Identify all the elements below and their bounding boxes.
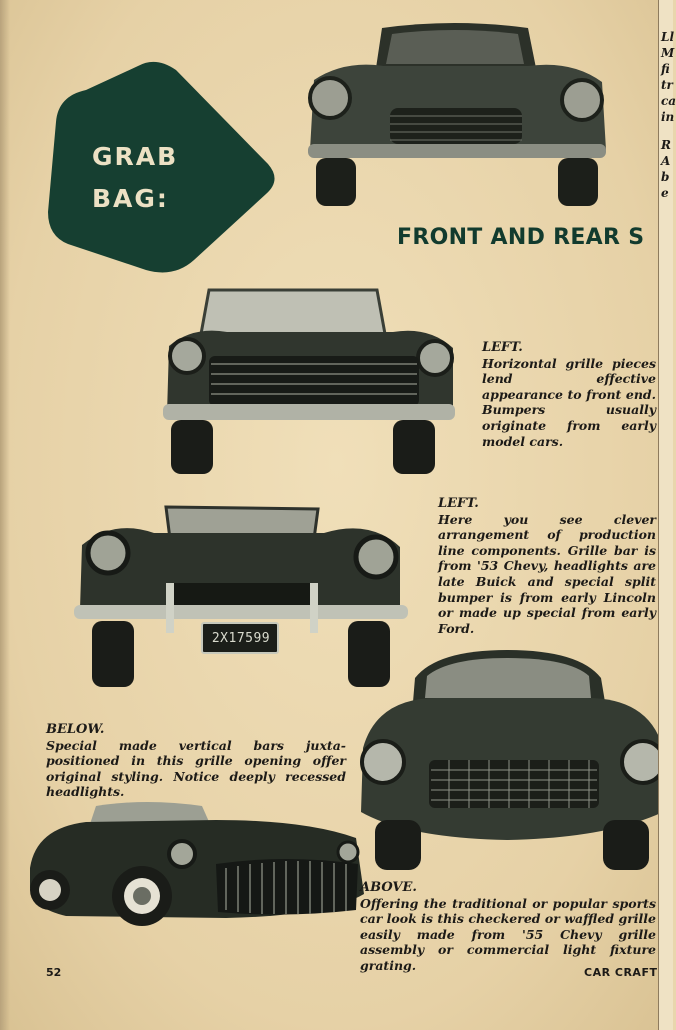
next-page-fragment: Ll: [661, 30, 674, 44]
next-page-fragment: e: [661, 186, 669, 200]
license-plate: 2X17599: [211, 631, 271, 646]
caption-below: [46, 722, 346, 800]
caption-text: Special made vertical bars juxta-positioned in this grille opening offer original styling. Notice deeply recessed headlights.: [46, 737, 346, 800]
car-photo-top: [304, 20, 610, 210]
spine-shadow: [0, 0, 10, 1030]
caption-left-2: [438, 496, 656, 636]
caption-text: Horizontal grille pieces lend effective appearance to front end. Bumpers usually originate from early model cars.: [482, 355, 656, 449]
next-page-fragment: A: [661, 154, 671, 168]
next-page-fragment: in: [661, 110, 675, 124]
next-page-fragment: fi: [661, 62, 670, 76]
badge-line-grab: GRAB: [92, 142, 179, 171]
page-number: 52: [46, 966, 62, 979]
car-photo-waffle-grille: [357, 648, 667, 872]
grab-bag-badge: [46, 60, 280, 276]
next-page-fragment: tr: [661, 78, 673, 92]
caption-heading: LEFT.: [482, 340, 523, 355]
next-page-fragment: R: [661, 138, 671, 152]
badge-line-bag: BAG:: [92, 184, 169, 213]
next-page-fragment: ca: [661, 94, 676, 108]
next-page-fragment: M: [661, 46, 675, 60]
next-page-fragment: b: [661, 170, 670, 184]
caption-left-1: [482, 340, 656, 449]
caption-heading: LEFT.: [438, 496, 479, 511]
caption-heading: BELOW.: [46, 722, 105, 737]
caption-heading: ABOVE.: [360, 880, 417, 895]
caption-above: [360, 880, 656, 974]
magazine-name: CAR CRAFT: [584, 966, 658, 979]
caption-text: Here you see clever arrangement of production line components. Grille bar is from '53 Chevy, headlights are late Buick and special split bumper is from early Lincoln or made up special from early Ford.: [438, 511, 656, 636]
car-photo-roadster: [26, 798, 366, 954]
adjacent-page-edge: [658, 0, 676, 1030]
caption-text: Offering the traditional or popular sports car look is this checkered or waffled grille easily made from '55 Chevy grille assembly or commercial light fixture grating.: [360, 895, 656, 973]
headline: FRONT AND REAR S: [397, 225, 645, 250]
car-photo-horizontal-grille: [163, 290, 457, 476]
